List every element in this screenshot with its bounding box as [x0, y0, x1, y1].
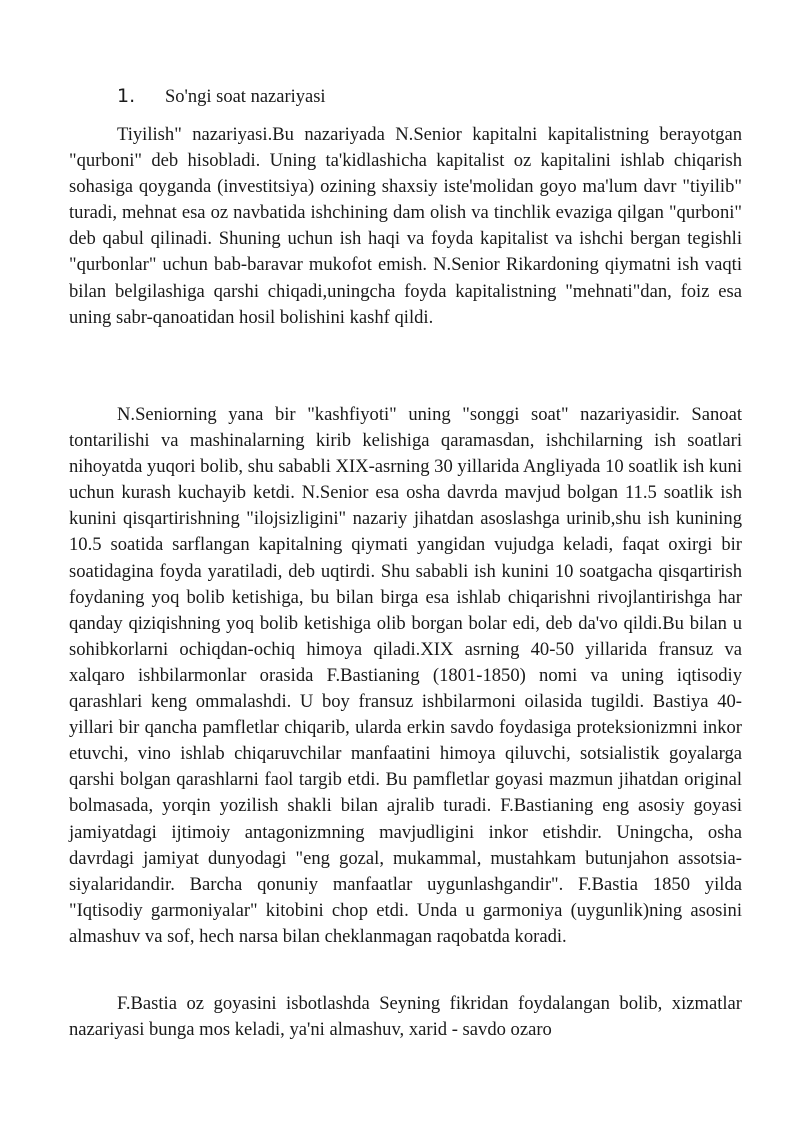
paragraph-text: F.Bastia oz goyasini isbotlashda Seyning fikridan foydalangan bolib, xizmatlar nazariyasi bunga mos keladi, ya'ni almashuv, xarid - savdo ozaro — [69, 993, 742, 1041]
paragraph-3 — [69, 991, 742, 1043]
section-title: So'ngi soat nazariyasi — [165, 87, 326, 107]
paragraph-text: N.Seniorning yana bir "kashfiyoti" uning "songgi soat" nazariyasidir. Sanoat tontarilishi va mashinalarning kirib kelishiga qaramasdan, ishchilarning ish soatlari nihoyatda yuqori bolib, shu sababli XIX-asrning 30 yillarida Angliyada 10 soatlik ish kuni uchun kurash kuchayib ketdi. N.Senior esa osha davrda mavjud bolgan 11.5 soatlik ish kunini qisqartirishning "ilojsizligini" nazariy jihatdan asoslashga urinib,shu ish kunining 10.5 soatida sarflangan kapitalning qiymati yangidan vujudga keladi, faqat oxirgi bir soatidagina foyda yaratiladi, deb uqtirdi. Shu sababli ish kunini 10 soatgacha qisqartirish foydaning yoq bolib ketishiga, bu bilan birga esa ishlab chiqarishni rivojlantirishga har qanday qiziqishning yoq bolib ketishiga olib borgan bolar edi, deb da'vo qildi.Bu bilan u sohibkorlarni ochiqdan-ochiq himoya qiladi.XIX asrning 40-50 yillarida fransuz va xalqaro ishbilarmonlar orasida F.Bastianing (1801-1850) nomi va uning iqtisodiy qarashlari keng ommalashdi. U boy fransuz ishbilarmoni oilasida tugildi. Bastiya 40-yillari bir qancha pamfletlar chiqarib, ularda erkin savdo foydasiga proteksionizmni inkor etuvchi, vino ishlab chiqaruvchilar manfaatini himoya qiluvchi, sotsialistik goyalarga qarshi bolgan qarashlarni faol targib etdi. Bu pamfletlar goyasi mazmun jihatdan original bolmasada, yorqin yozilish shakli bilan ajralib turadi. F.Bastianing eng asosiy goyasi jamiyatdagi ijtimoiy antagonizmning mavjudligini inkor etishdir. Uningcha, osha davrdagi jamiyat dunyodagi "eng gozal, mukammal, mustahkam butunjahon assotsia- siyalaridandir. Barcha qonuniy manfaatlar uygunlashgandir". F.Bastia 1850 yilda "Iqtisodiy garmoniyalar" kitobini chop etdi. Unda u garmoniya (uygunlik)ning asosini almashuv va sof, hech narsa bilan cheklanmagan raqobatda koradi. — [69, 404, 742, 947]
section-number: 1. — [117, 85, 136, 107]
paragraph-2 — [69, 402, 742, 950]
paragraph-text: Tiyilish" nazariyasi.Bu nazariyada N.Senior kapitalni kapitalistning berayotgan "qurboni" deb hisobladi. Uning ta'kidlashicha kapitalist oz kapitalini ishlab chiqarish sohasiga qoyganda (investitsiya) ozining shaxsiy iste'molidan goyo ma'lum davr "tiyilib" turadi, mehnat esa oz navbatida ishchining dam olish va tinchlik evaziga qilgan "qurboni" deb qabul qilinadi. Shuning uchun ish haqi va foyda kapitalist va ishchi bergan tegishli "qurbonlar" uchun bab-baravar mukofot emish. N.Senior Rikardoning qiymatni ish vaqti bilan belgilashiga qarshi chiqadi,uningcha foyda kapitalistning "mehnati"dan, foiz esa uning sabr-qanoatidan hosil bolishini kashf qildi. — [69, 124, 742, 328]
paragraph-1 — [69, 122, 742, 331]
section-heading — [117, 84, 326, 109]
